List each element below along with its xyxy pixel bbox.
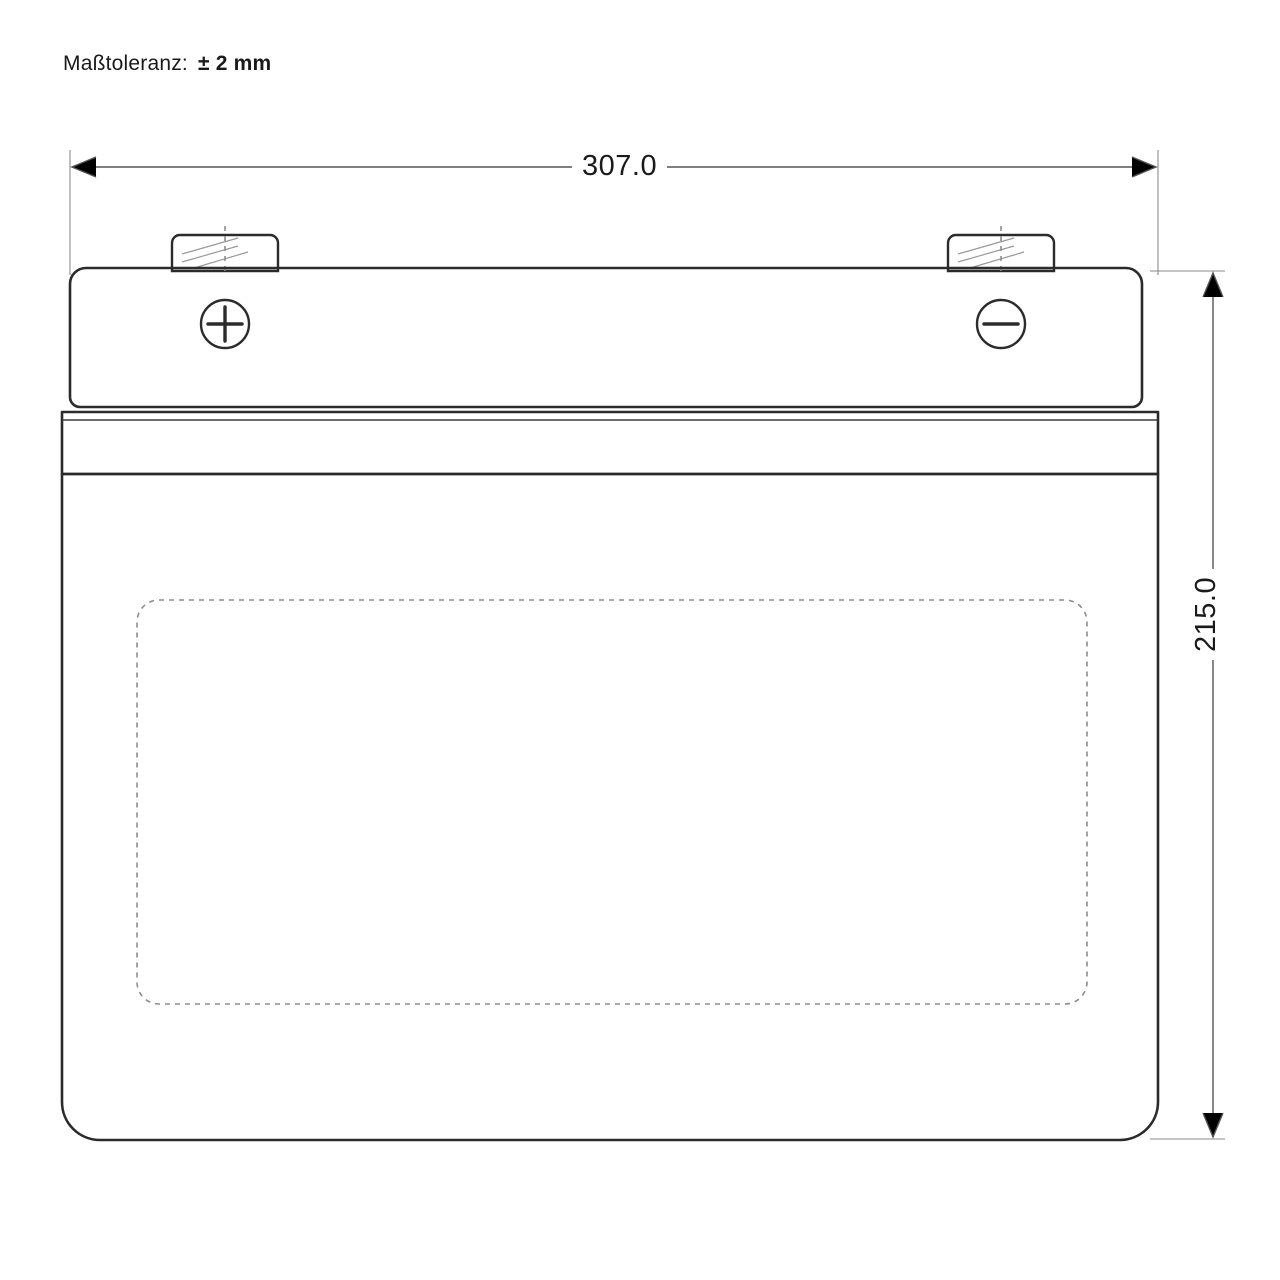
height-dimension-value: 215.0 <box>1190 569 1223 660</box>
case-rim <box>62 412 1158 474</box>
height-extension-lines <box>1150 271 1225 1139</box>
label-area-outline <box>137 600 1087 1004</box>
battery-case <box>62 474 1158 1140</box>
negative-terminal <box>977 300 1025 348</box>
positive-terminal <box>201 300 249 348</box>
tolerance-value: ± 2 mm <box>197 52 272 75</box>
width-dimension-value: 307.0 <box>572 150 667 183</box>
height-dimension-line <box>1203 273 1223 1137</box>
tolerance-label: Maßtoleranz: <box>63 52 188 75</box>
